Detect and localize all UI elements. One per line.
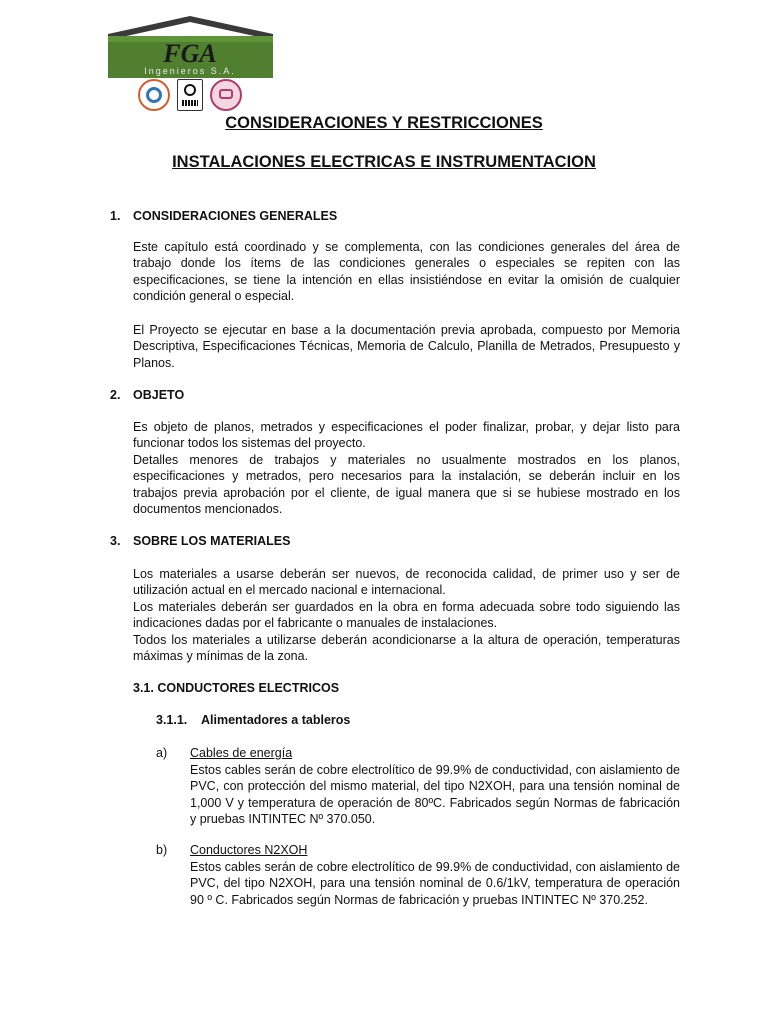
section-title: CONSIDERACIONES GENERALES <box>133 209 338 223</box>
sspc-cert-icon <box>210 79 242 111</box>
section-1-paragraph-1: Este capítulo está coordinado y se complementa, con las condiciones generales del área de trabajo donde los ítems de las condiciones generales o especiales se repiten con las especificaciones, se tiene la intención en ellas insistiéndose en evitar la omisión de cualquier condición general o especial. <box>133 240 680 303</box>
logo-subtext: Ingenieros S.A. <box>144 66 236 76</box>
item-a-text: Estos cables serán de cobre electrolítico de 99.9% de conductividad, con aislamiento de PVC, con protección del mismo material, del tipo N2XOH, para una tensión nominal de 1,000 V y temperatura de operación de 80ºC. Fabricados según Normas de fabricación y pruebas INTINTEC Nº 370.050. <box>190 763 680 826</box>
page-title: CONSIDERACIONES Y RESTRICCIONES <box>225 114 543 132</box>
section-2-paragraph-2: Detalles menores de trabajos y materiales no usualmente mostrados en los planos, especificaciones y metrados, pero necesarios para la instalación, se deberán incluir en los trabajos previa aprobación por el cliente, de igual manera que si se hubiese mostrado en los documentos mencionados. <box>133 453 680 516</box>
subsection-number: 3.1.1. <box>156 713 188 727</box>
section-3-paragraph-2: Los materiales deberán ser guardados en la obra en forma adecuada sobre todo siguiendo las indicaciones dadas por el fabricante o manuales de instalaciones. <box>133 600 680 631</box>
sgs-cert-icon <box>138 79 170 111</box>
section-number: 2. <box>110 388 121 402</box>
section-1-paragraph-2: El Proyecto se ejecutar en base a la documentación previa aprobada, compuesto por Memoria Descriptiva, Especificaciones Técnicas, Memoria de Calculo, Planilla de Metrados, Presupuesto y Planos. <box>133 323 680 370</box>
item-b-text: Estos cables serán de cobre electrolítico de 99.9% de conductividad, con aislamiento de PVC, del tipo N2XOH, para una tensión nominal de 0.6/1kV, temperatura de operación 90 º C. Fabricados según Normas de fabricación y pruebas INTINTEC Nº 370.252. <box>190 860 680 907</box>
subsection-title: Alimentadores a tableros <box>201 713 351 727</box>
section-number: 3. <box>110 534 121 548</box>
section-2-paragraph-1: Es objeto de planos, metrados y especificaciones el poder finalizar, probar, y dejar listo para funcionar todos los sistemas del proyecto. <box>133 420 680 451</box>
page-subtitle: INSTALACIONES ELECTRICAS E INSTRUMENTACION <box>172 153 596 171</box>
item-b-title: Conductores N2XOH <box>190 843 308 857</box>
subsection-3-1-heading: 3.1. CONDUCTORES ELECTRICOS <box>133 681 340 695</box>
subsection-3-1-1-heading <box>156 713 350 727</box>
section-3-paragraph-1: Los materiales a usarse deberán ser nuevos, de reconocida calidad, de primer uso y ser de utilización actual en el mercado nacional e internacional. <box>133 567 680 598</box>
fga-logo-graphic <box>108 16 273 78</box>
section-1-heading <box>110 209 337 223</box>
item-b-letter: b) <box>156 843 168 857</box>
section-3-heading <box>110 534 290 548</box>
section-3-paragraph-3: Todos los materiales a utilizarse deberán acondicionarse a la altura de operación, temperaturas máximas y mínimas de la zona. <box>133 633 680 664</box>
section-2-heading <box>110 388 184 402</box>
logo-text: FGA <box>163 39 217 68</box>
section-number: 1. <box>110 209 121 223</box>
ukas-cert-icon <box>174 79 206 111</box>
section-title: OBJETO <box>133 388 185 402</box>
certification-badges <box>138 79 242 111</box>
item-a-letter: a) <box>156 746 168 760</box>
section-title: SOBRE LOS MATERIALES <box>133 534 291 548</box>
item-a-title: Cables de energía <box>190 746 293 760</box>
